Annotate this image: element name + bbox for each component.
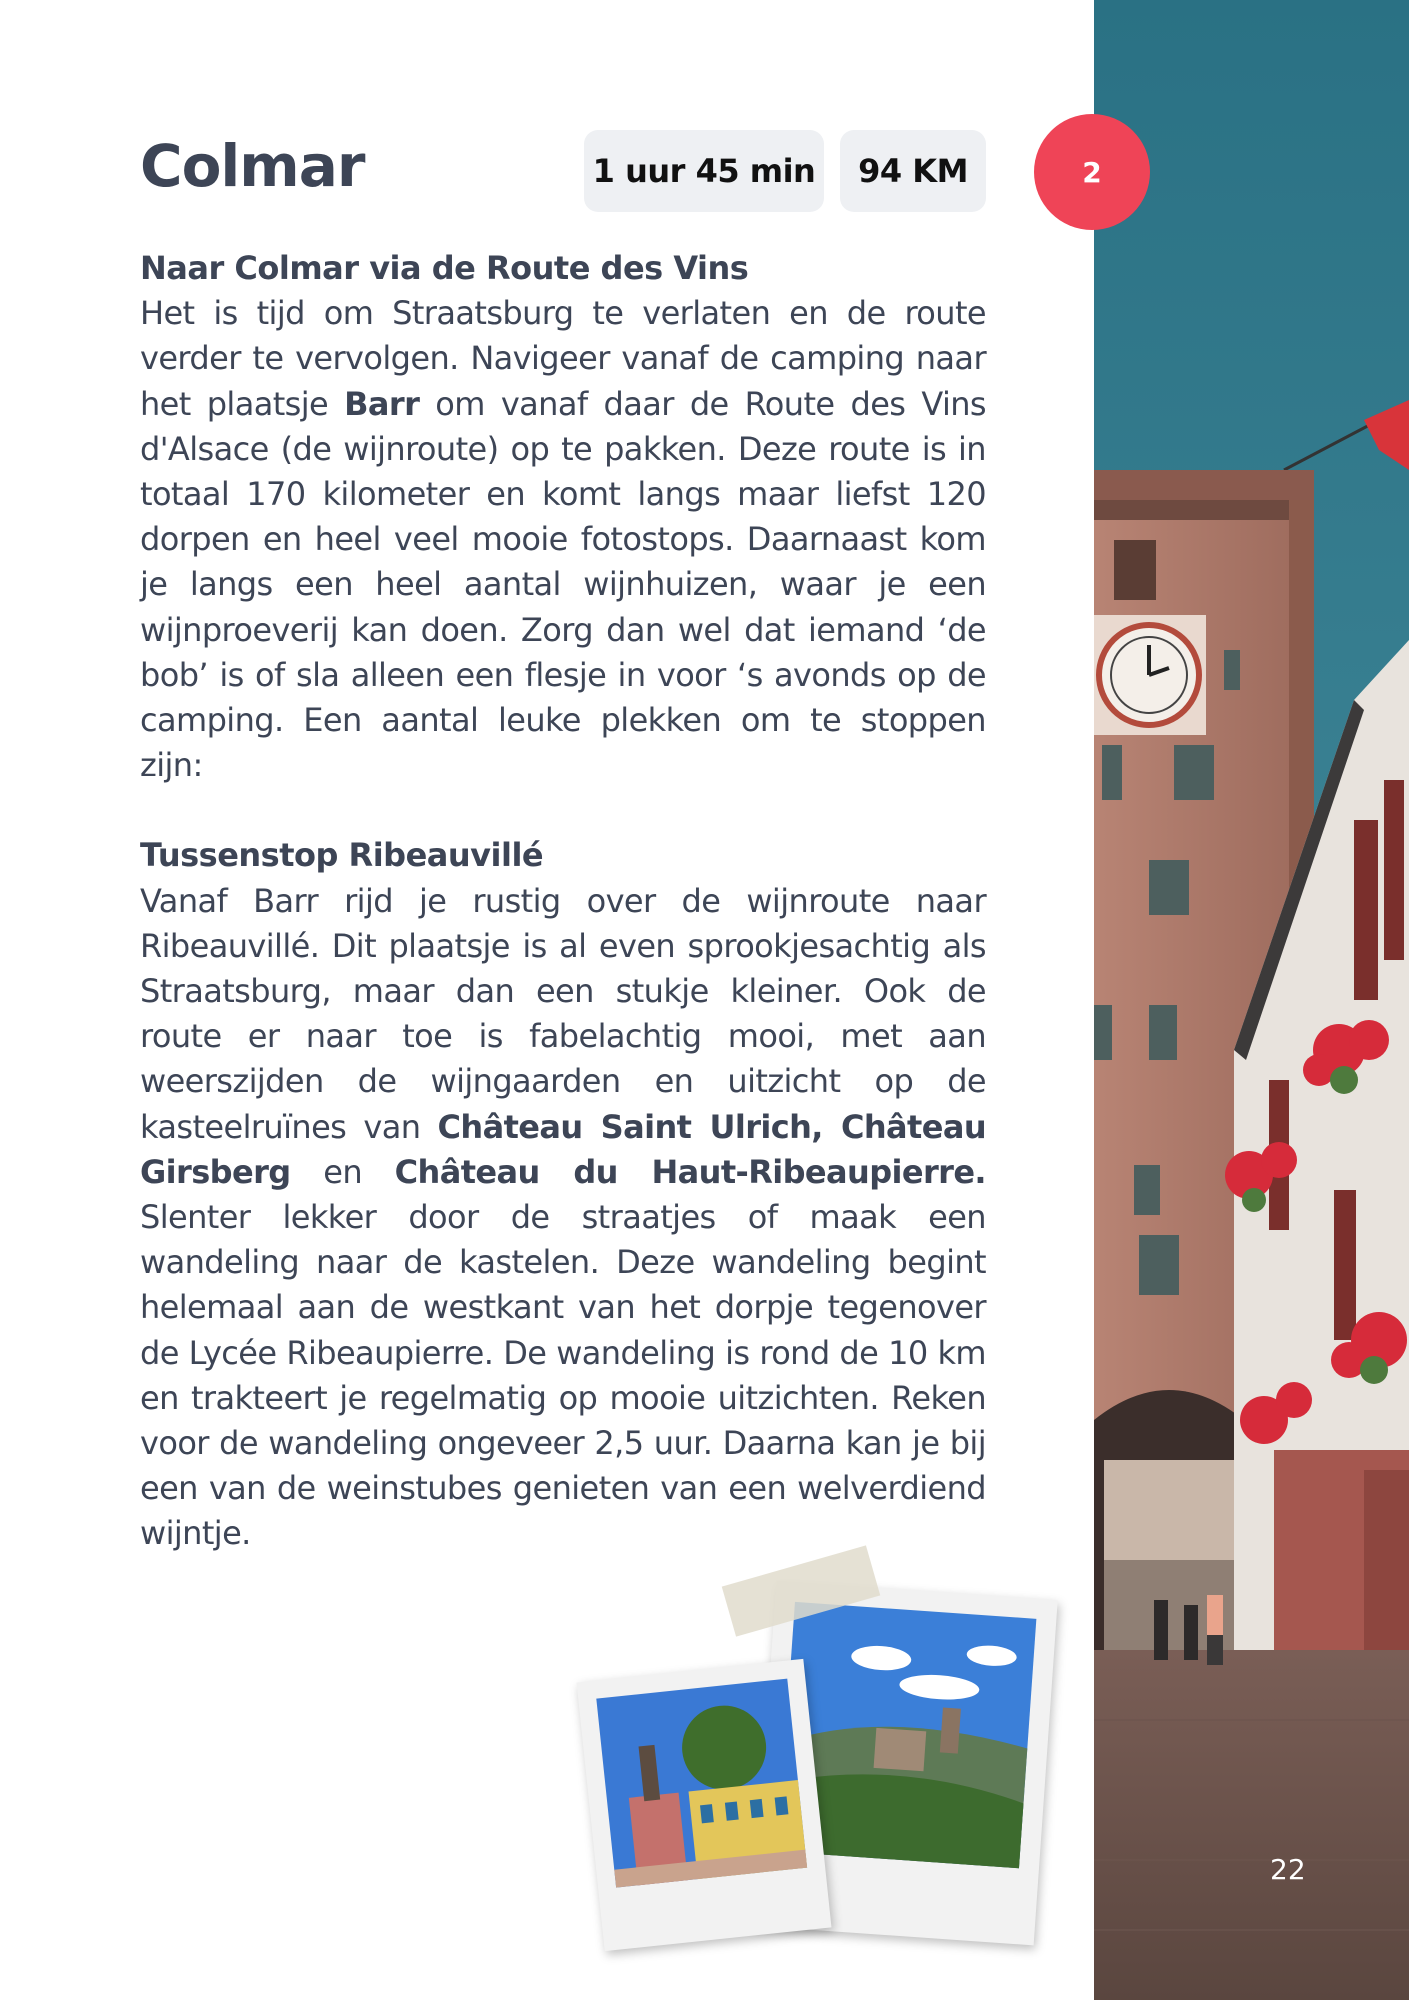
duration-pill: 1 uur 45 min xyxy=(584,130,824,212)
page-number: 22 xyxy=(1270,1853,1306,1886)
street-photo xyxy=(1094,0,1409,2000)
bold-chateaux-2: Château du Haut-Ribeaupierre. xyxy=(394,1152,986,1191)
polaroid-village-photo xyxy=(577,1659,832,1951)
section-heading-route-des-vins: Naar Colmar via de Route des Vins xyxy=(140,249,749,287)
bold-chateaux-1: Château Saint Ulrich, Château Girsberg xyxy=(140,1107,986,1191)
paragraph-ribeauville: Vanaf Barr rijd je rustig over de wijnroute naar Ribeauvillé. Dit plaatsje is al even sprookjesachtig als Straatsburg, maar dan een stukje kleiner. Ook de route er naar toe is fabelachtig mooi, met aan weerszijden de wijngaarden en uitzicht op de kasteelruïnes van Château Saint Ulrich, Château Girsberg en Château du Haut-Ribeaupierre. Slenter lekker door de straatjes of maak een wandeling naar de kastelen. Deze wandeling begint helemaal aan de westkant van het dorpje tegenover de Lycée Ribeaupierre. De wandeling is rond de 10 km en trakteert je regelmatig op mooie uitzichten. Reken voor de wandeling ongeveer 2,5 uur. Daarna kan je bij een van de weinstubes genieten van een welverdiend wijntje. xyxy=(140,881,986,1553)
distance-pill: 94 KM xyxy=(840,130,986,212)
bold-place-barr: Barr xyxy=(344,384,420,423)
page-title: Colmar xyxy=(140,132,365,200)
step-number-badge: 2 xyxy=(1034,114,1150,230)
section-heading-ribeauville: Tussenstop Ribeauvillé xyxy=(140,836,544,875)
paragraph-route-des-vins: Het is tijd om Straatsburg te verlaten en de route verder te vervolgen. Navigeer vanaf de camping naar het plaatsje Barr om vanaf daar de Route des Vins d'Alsace (de wijnroute) op te pakken. Deze route is in totaal 170 kilometer en komt langs maar liefst 120 dorpen en heel veel mooie fotostops. Daarnaast kom je langs een heel aantal wijnhuizen, waar je een wijnproeverij kan doen. Zorg dan wel dat iemand ‘de bob’ is of sla alleen een flesje in voor ‘s avonds op de camping. Een aantal leuke plekken om te stoppen zijn: xyxy=(140,294,986,785)
article-body xyxy=(140,246,986,1557)
